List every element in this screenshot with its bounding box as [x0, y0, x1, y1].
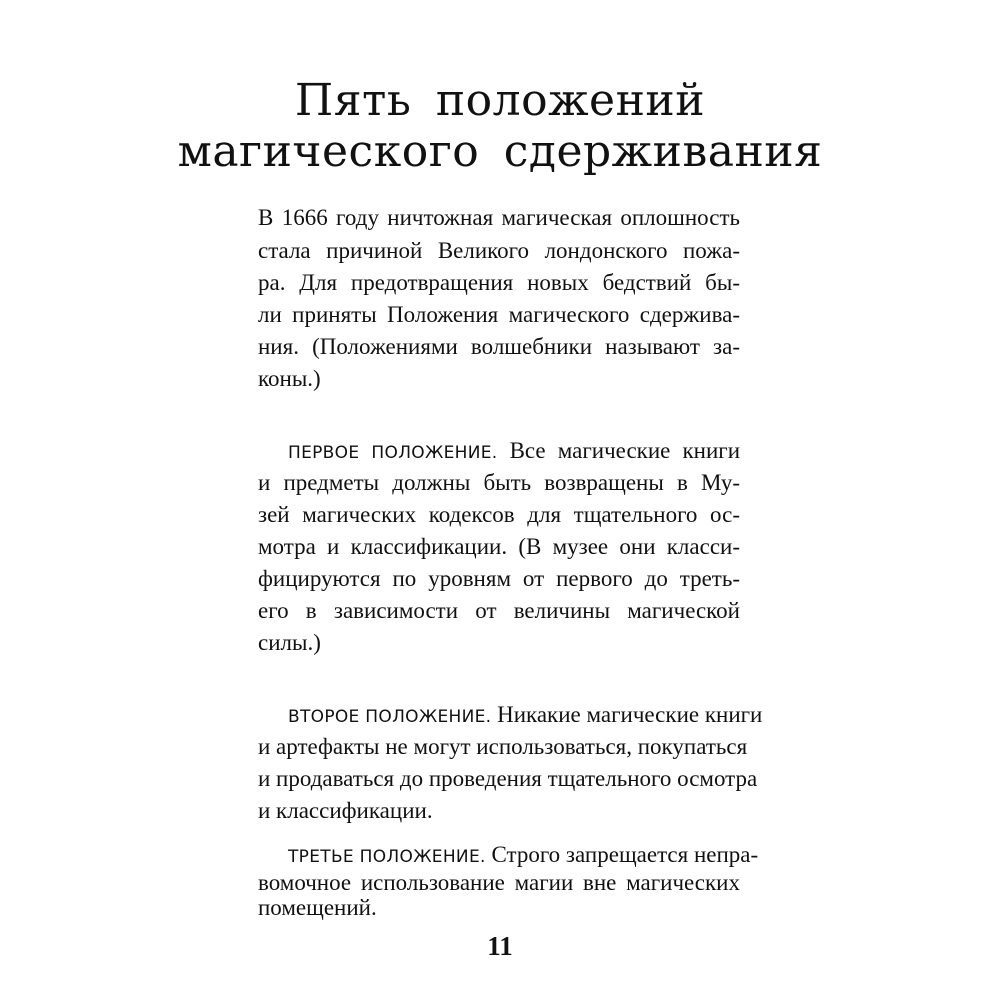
provision-first-line-7: силы.) — [258, 630, 321, 655]
page-title-line-1: Пять положений — [294, 75, 706, 126]
provision-first-line-2: и предметы должны быть возвращены в Му- — [258, 470, 740, 495]
provision-third-heading: ТРЕТЬЕ ПОЛОЖЕНИЕ. — [288, 847, 486, 867]
page-title-line-2: магического сдерживания — [177, 126, 823, 177]
provision-second-line-3: и продаваться до проведения тщательного осмотра — [258, 766, 758, 791]
intro-line-1: В 1666 году ничтожная магическая оплошность — [258, 205, 740, 230]
provision-first-heading: ПЕРВОЕ ПОЛОЖЕНИЕ. — [288, 443, 498, 463]
intro-line-6: коны.) — [258, 366, 321, 391]
provision-second-line-4: и классификации. — [258, 798, 433, 823]
provision-third-line-3: помещений. — [258, 895, 377, 920]
intro-line-3: ра. Для предотвращения новых бедствий бы- — [258, 270, 740, 295]
provision-first-text-start: Все магические книги — [509, 438, 741, 463]
page-number: 11 — [487, 931, 513, 961]
provision-first-line-5: фицируются по уровням от первого до треть- — [258, 566, 740, 591]
provision-third-line-2: вомочное использование магии вне магических — [258, 870, 740, 895]
provision-second-heading: ВТОРОЕ ПОЛОЖЕНИЕ. — [288, 707, 492, 727]
intro-line-2: стала причиной Великого лондонского пожа- — [258, 238, 740, 263]
provision-second-line-2: и артефакты не могут использоваться, покупаться — [258, 734, 748, 759]
intro-line-5: ния. (Положениями волшебники называют за- — [258, 334, 740, 359]
provision-second-text-start: Никакие магические книги — [497, 702, 763, 727]
intro-line-4: ли приняты Положения магического сдержива- — [258, 302, 740, 327]
provision-first-line-6: его в зависимости от величины магической — [258, 598, 740, 623]
provision-first-line-1 — [288, 436, 740, 468]
provision-third-text-start: Строго запрещается непра- — [491, 842, 759, 867]
provision-second-line-1 — [288, 700, 763, 732]
provision-first-line-3: зей магических кодексов для тщательного ос- — [258, 502, 740, 527]
provision-first-line-4: мотра и классификации. (В музее они класси- — [258, 534, 740, 559]
